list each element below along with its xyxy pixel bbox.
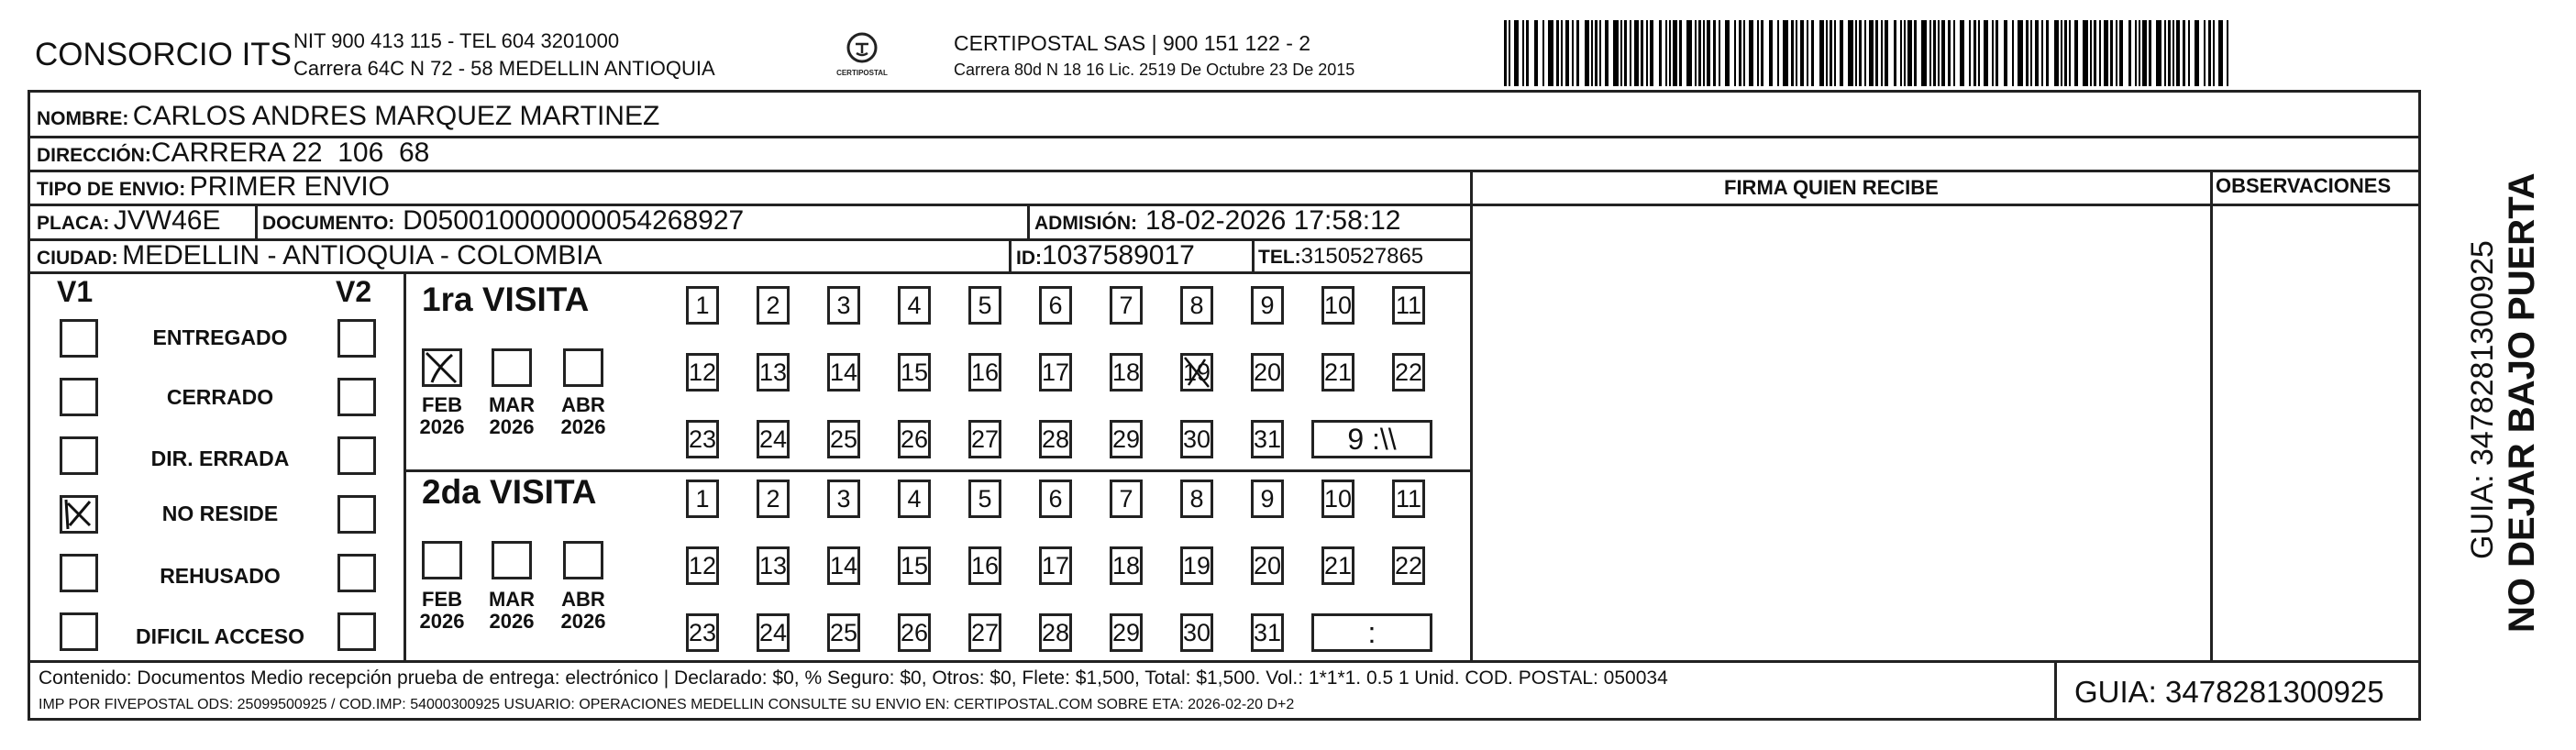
day-box[interactable]: 24 [757,420,790,458]
barcode-bar [1948,20,1951,86]
barcode-bar [1713,20,1716,86]
barcode-bar [1777,20,1779,86]
year-label: 2026 [489,415,535,438]
barcode-bar [1703,20,1705,86]
barcode-bar [2139,20,2140,86]
day-box[interactable]: 27 [968,613,1001,652]
barcode-bar [1875,20,1878,86]
direccion-value: CARRERA 22 106 68 [150,138,430,168]
barcode-bar [1819,20,1824,86]
day-box[interactable]: 10 [1321,480,1354,518]
day-box[interactable]: 27 [968,420,1001,458]
barcode-bar [1953,20,1955,86]
day-box[interactable]: 14 [827,546,860,585]
day-box[interactable]: 10 [1321,286,1354,325]
day-box[interactable]: 25 [827,613,860,652]
month-mar-checkbox[interactable] [492,541,532,579]
tel-label: TEL: [1258,247,1301,268]
barcode-bar [1978,20,1980,86]
barcode-bar [1686,20,1692,86]
year-label: 2026 [419,415,465,438]
barcode-bar [1914,20,1917,86]
side-warning-text: NO DEJAR BAJO PUERTA [2502,172,2542,633]
barcode-bar [1929,20,1931,86]
barcode-bar [2090,20,2092,86]
v1-dir-errada-checkbox[interactable] [60,436,98,475]
admision-value: 18-02-2026 17:58:12 [1144,205,1401,236]
year-label: 2026 [489,610,535,633]
ciudad-value: MEDELLIN - ANTIOQUIA - COLOMBIA [122,240,603,270]
barcode-bar [1504,20,1507,86]
day-box[interactable]: 11 [1392,480,1425,518]
first-visit-time-field[interactable]: 9 :\\ [1311,420,1432,458]
day-box[interactable]: 2 [757,286,790,325]
barcode-bar [1900,20,1902,86]
barcode-bar [2218,20,2223,86]
day-box[interactable]: 6 [1039,286,1072,325]
barcode-bar [2176,20,2180,86]
barcode-bar [2168,20,2171,86]
barcode-bar [2104,20,2108,86]
month-feb-checkbox[interactable] [422,348,462,387]
barcode-bar [1984,20,1988,86]
v2-label: V2 [336,275,372,308]
month-abr-checkbox[interactable] [563,541,603,579]
direccion-label: DIRECCIÓN: [37,145,151,166]
barcode-bar [1695,20,1697,86]
year-label: 2026 [560,415,606,438]
barcode-bar [1769,20,1773,86]
company-nit-tel: NIT 900 413 115 - TEL 604 3201000 [293,29,620,52]
barcode-bar [1591,20,1593,86]
barcode-bar [1646,20,1648,86]
tipo-envio-value: PRIMER ENVIO [189,171,391,202]
barcode-bar [1624,20,1627,86]
barcode-bar [1725,20,1730,86]
second-visit-title: 2da VISITA [422,473,597,511]
barcode-bar [1761,20,1763,86]
month-label: MAR [488,393,536,416]
barcode-bar [1605,20,1609,86]
footer-guia: GUIA: 3478281300925 [2074,675,2384,709]
barcode-bar [2204,20,2206,86]
barcode-bar [1739,20,1741,86]
day-box[interactable]: 29 [1110,613,1143,652]
day-box[interactable]: 21 [1321,546,1354,585]
v2-rehusado-checkbox[interactable] [337,554,376,592]
barcode-bar [2183,20,2185,86]
barcode-bar [1973,20,1976,86]
month-label: MAR [488,588,536,611]
barcode-bar [1556,20,1559,86]
day-box[interactable]: 8 [1180,286,1213,325]
barcode-bar [1859,20,1862,86]
day-box[interactable]: 11 [1392,286,1425,325]
barcode-bar [2046,20,2049,86]
carrier-name: CERTIPOSTAL SAS | 900 151 122 - 2 [954,31,1311,55]
barcode-bar [1585,20,1589,86]
firma-label: FIRMA QUIEN RECIBE [1724,176,1939,199]
side-guia-text: GUIA: 3478281300925 [2465,240,2500,559]
v1-entregado-checkbox[interactable] [60,319,98,358]
v1-cerrado-checkbox[interactable] [60,378,98,416]
month-feb-checkbox[interactable] [422,541,462,579]
day-box[interactable]: 2 [757,480,790,518]
day-box[interactable]: 8 [1180,480,1213,518]
barcode-bar [1904,20,1906,86]
barcode-bar [1673,20,1677,86]
barcode-bar [1719,20,1720,86]
barcode-bar [1641,20,1643,86]
day-box[interactable]: 25 [827,420,860,458]
day-box[interactable]: 1 [686,286,719,325]
barcode-bar [2054,20,2059,86]
barcode-bar [1800,20,1804,86]
barcode-bar [1757,20,1759,86]
day-box[interactable]: 3 [827,286,860,325]
barcode-bar [1659,20,1662,86]
documento-value: D050010000000054268927 [403,205,745,236]
day-box[interactable]: 13 [757,353,790,392]
barcode-bar [1679,20,1682,86]
first-visit-title: 1ra VISITA [422,281,590,318]
barcode-bar [2074,20,2078,86]
barcode-bar [1941,20,1945,86]
barcode-bar [1938,20,1940,86]
barcode-bar [1542,20,1544,86]
day-box[interactable]: 30 [1180,613,1213,652]
barcode-bar [1572,20,1574,86]
status-label: DIFICIL ACCESO [135,624,304,648]
barcode-bar [1669,20,1671,86]
barcode-bar [1734,20,1736,86]
barcode-bar [1921,20,1927,86]
print-info-line: IMP POR FIVEPOSTAL ODS: 25099500925 / COD.IMP: 54000300925 USUARIO: OPERACIONES MEDELLIN CONSULTE SU ENVIO EN: CERTIPOSTAL.COM SOBRE ETA: 2026-02-20 D+2 [39,697,1295,712]
year-label: 2026 [419,610,465,633]
id-value: 1037589017 [1042,240,1195,270]
v2-dir-errada-checkbox[interactable] [337,436,376,475]
status-label: CERRADO [166,385,274,409]
day-box[interactable]: 16 [968,353,1001,392]
barcode-bar [2069,20,2071,86]
barcode-bar [1707,20,1710,86]
v2-entregado-checkbox[interactable] [337,319,376,358]
documento-label: DOCUMENTO: [262,213,395,234]
observaciones-label: OBSERVACIONES [2216,174,2392,197]
barcode-bar [2156,20,2161,86]
day-box[interactable]: 26 [898,420,931,458]
barcode-bar [1749,20,1753,86]
barcode-bar [2135,20,2137,86]
v1-no-reside-checkbox[interactable] [60,495,98,534]
barcode-bar [2012,20,2014,86]
v2-cerrado-checkbox[interactable] [337,378,376,416]
certipostal-logo-icon [830,28,894,83]
day-box[interactable]: 26 [898,613,931,652]
barcode-bar [2188,20,2190,86]
day-box[interactable]: 14 [827,353,860,392]
status-label: DIR. ERRADA [150,447,290,470]
barcode-bar [2099,20,2101,86]
day-box[interactable]: 17 [1039,546,1072,585]
barcode-bar [1743,20,1745,86]
barcode-bar [1595,20,1598,86]
day-box[interactable]: 12 [686,546,719,585]
barcode-bar [2064,20,2067,86]
v1-rehusado-checkbox[interactable] [60,554,98,592]
barcode-bar [2110,20,2113,86]
handwritten-x-mark-icon [425,351,459,384]
placa-value: JVW46E [113,205,221,236]
day-box[interactable]: 20 [1251,353,1284,392]
barcode-bar [1613,20,1619,86]
barcode-bar [1548,20,1553,86]
barcode-bar [2004,20,2007,86]
barcode-bar [1534,20,1538,86]
contents-line: Contenido: Documentos Medio recepción prueba de entrega: electrónico | Declarado: $0, % Seguro: $0, Otros: $0, Flete: $1,500, Total: $1,500. Vol.: 1*1*1. 0.5 1 Unid. COD. POSTAL: 050034 [39,667,1668,689]
admision-label: ADMISIÓN: [1034,213,1137,234]
day-box[interactable]: 22 [1392,353,1425,392]
barcode-bar [2083,20,2088,86]
barcode-bar [1561,20,1563,86]
day-box[interactable]: 17 [1039,353,1072,392]
day-box[interactable]: 7 [1110,286,1143,325]
barcode-bar [2018,20,2023,86]
barcode-bar [1634,20,1639,86]
carrier-address: Carrera 80d N 18 16 Lic. 2519 De Octubre 23 De 2015 [954,61,1355,79]
barcode-bar [1522,20,1524,86]
barcode-bar [1650,20,1653,86]
day-box[interactable]: 31 [1251,420,1284,458]
day-box[interactable] [1180,353,1213,392]
month-label: FEB [422,393,462,416]
day-box[interactable]: 15 [898,546,931,585]
barcode-bar [2164,20,2166,86]
barcode-bar [1791,20,1794,86]
day-box[interactable]: 16 [968,546,1001,585]
nombre-label: NOMBRE: [37,108,129,129]
barcode-bar [2119,20,2123,86]
barcode-bar [1526,20,1529,86]
barcode-bar [1509,20,1510,86]
barcode-bar [1907,20,1912,86]
tel-value: 3150527865 [1300,244,1424,269]
barcode-bar [1830,20,1832,86]
placa-label: PLACA: [37,213,110,234]
day-box[interactable]: 28 [1039,613,1072,652]
v2-no-reside-checkbox[interactable] [337,495,376,534]
barcode-bar [1783,20,1788,86]
day-box[interactable]: 5 [968,286,1001,325]
barcode-bar [1807,20,1808,86]
barcode-bar [1796,20,1797,86]
barcode-bar [1826,20,1828,86]
barcode-bar [1996,20,1998,86]
barcode-bar [1576,20,1579,86]
barcode-bar [1881,20,1883,86]
barcode-bar [1885,20,1888,86]
day-box[interactable]: 6 [1039,480,1072,518]
company-address: Carrera 64C N 72 - 58 MEDELLIN ANTIOQUIA [293,57,715,80]
barcode-bar [1665,20,1667,86]
month-mar-checkbox[interactable] [492,348,532,387]
tipo-envio-label: TIPO DE ENVIO: [37,179,186,200]
day-box[interactable]: 18 [1110,546,1143,585]
barcode-bar [1834,20,1836,86]
barcode-bar [2128,20,2131,86]
barcode-bar [2061,20,2062,86]
id-label: ID: [1016,248,1042,269]
barcode-bar [1848,20,1853,86]
handwritten-x-mark-icon [62,498,95,531]
barcode-bar [2041,20,2043,86]
barcode-bar [1630,20,1631,86]
barcode-bar [1960,20,1964,86]
barcode-bar [2195,20,2199,86]
day-box[interactable]: 21 [1321,353,1354,392]
barcode-bar [2026,20,2029,86]
barcode-bar [1933,20,1936,86]
barcode-bar [1894,20,1896,86]
status-label: NO RESIDE [161,502,279,525]
day-box[interactable]: 9 [1251,286,1284,325]
nombre-value: CARLOS ANDRES MARQUEZ MARTINEZ [132,101,660,131]
day-box[interactable]: 5 [968,480,1001,518]
year-label: 2026 [560,610,606,633]
day-box[interactable]: 22 [1392,546,1425,585]
day-box[interactable]: 23 [686,613,719,652]
barcode-bar [1565,20,1569,86]
day-box[interactable]: 3 [827,480,860,518]
day-box[interactable]: 7 [1110,480,1143,518]
barcode-bar [1620,20,1622,86]
day-box[interactable]: 20 [1251,546,1284,585]
handwritten-x-mark-icon [1183,356,1211,389]
barcode-bar [2227,20,2228,86]
barcode [1504,20,2238,86]
barcode-bar [1869,20,1874,86]
ciudad-label: CIUDAD: [37,248,118,269]
status-label: REHUSADO [160,564,281,588]
day-label: 19 [1183,358,1211,386]
month-label: FEB [422,588,462,611]
day-box[interactable]: 1 [686,480,719,518]
day-box[interactable]: 4 [898,480,931,518]
logo-text: CERTIPOSTAL [836,69,888,77]
month-abr-checkbox[interactable] [563,348,603,387]
v1-dificil-acceso-checkbox[interactable] [60,612,98,651]
barcode-bar [2172,20,2174,86]
barcode-bar [2094,20,2096,86]
day-box[interactable]: 18 [1110,353,1143,392]
day-box[interactable]: 15 [898,353,931,392]
day-box[interactable]: 24 [757,613,790,652]
v2-dificil-acceso-checkbox[interactable] [337,612,376,651]
day-box[interactable]: 28 [1039,420,1072,458]
barcode-bar [1514,20,1519,86]
v1-label: V1 [57,275,94,308]
barcode-bar [2030,20,2032,86]
day-box[interactable]: 29 [1110,420,1143,458]
day-box[interactable]: 4 [898,286,931,325]
status-label: ENTREGADO [152,325,288,349]
barcode-bar [1969,20,1971,86]
barcode-bar [2116,20,2117,86]
barcode-bar [1698,20,1701,86]
barcode-bar [1599,20,1601,86]
month-label: ABR [561,588,605,611]
day-box[interactable]: 23 [686,420,719,458]
barcode-bar [2208,20,2211,86]
barcode-bar [1855,20,1857,86]
barcode-bar [2142,20,2147,86]
day-box[interactable]: 19 [1180,546,1213,585]
second-visit-time-field[interactable]: : [1311,613,1432,652]
day-box[interactable]: 31 [1251,613,1284,652]
barcode-bar [2213,20,2215,86]
month-label: ABR [561,393,605,416]
barcode-bar [1992,20,1994,86]
day-box[interactable]: 12 [686,353,719,392]
barcode-bar [1811,20,1814,86]
barcode-bar [2149,20,2151,86]
day-box[interactable]: 30 [1180,420,1213,458]
day-box[interactable]: 9 [1251,480,1284,518]
barcode-bar [1864,20,1866,86]
barcode-bar [2035,20,2039,86]
barcode-bar [1840,20,1843,86]
company-name: CONSORCIO ITS [35,37,293,72]
day-box[interactable]: 13 [757,546,790,585]
